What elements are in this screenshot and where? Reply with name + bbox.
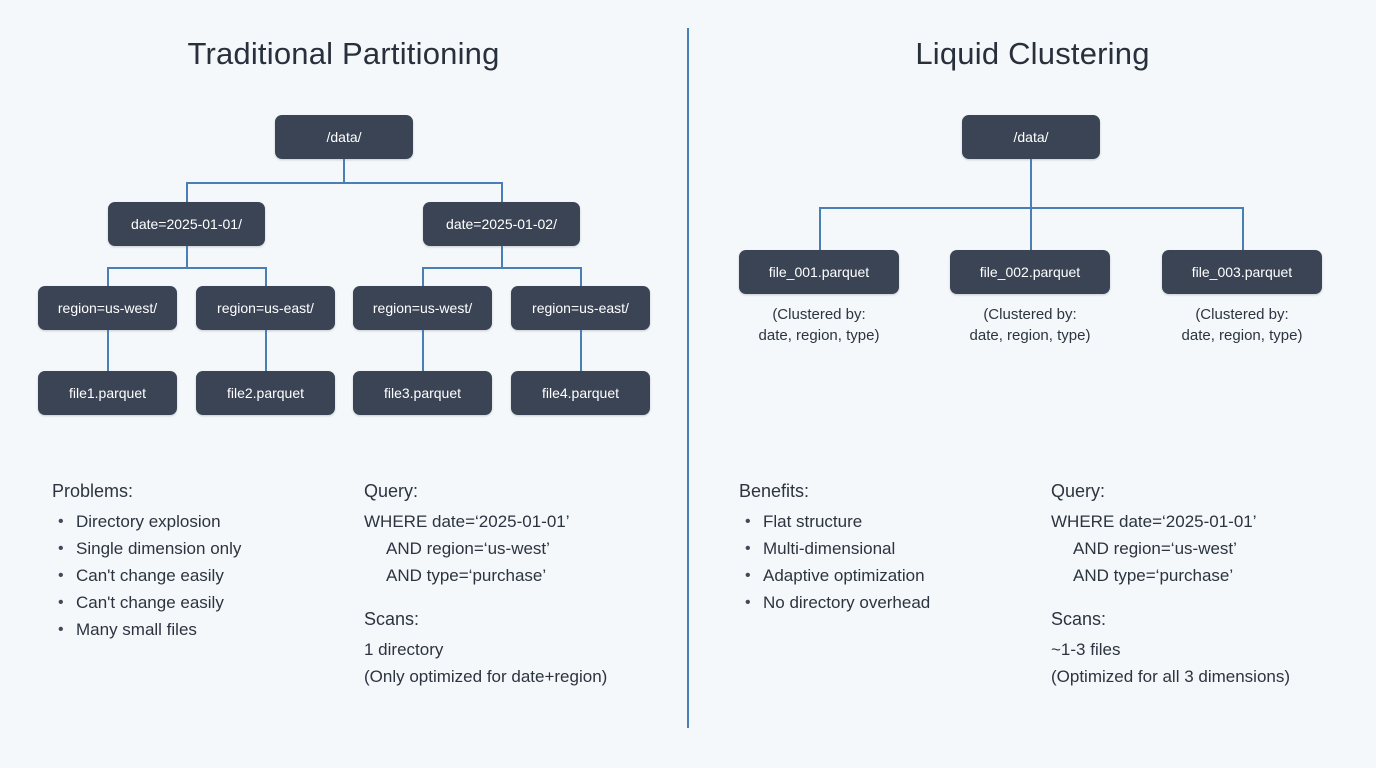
list-item: • Can't change easily (76, 589, 342, 616)
page-title-right: Liquid Clustering (915, 36, 1150, 71)
connector-to-date2 (501, 182, 503, 202)
query-line: AND type=‘purchase’ (386, 566, 547, 585)
tree-node-region-1: region=us-west/ (38, 286, 177, 330)
tree-node-date-1: date=2025-01-01/ (108, 202, 265, 246)
cluster-caption-3 (1142, 304, 1342, 346)
benefits-block (739, 478, 1039, 616)
query-line: WHERE date=‘2025-01-01’ (364, 512, 570, 531)
connector-to-region1 (107, 267, 109, 286)
cluster-caption-2 (930, 304, 1130, 346)
caption-line-1: (Clustered by: (1195, 306, 1289, 323)
list-item: • Flat structure (763, 508, 1039, 535)
scans-heading-left: Scans: (364, 609, 420, 629)
list-item: • Many small files (76, 616, 342, 643)
page-title-left: Traditional Partitioning (187, 36, 500, 71)
caption-line-1: (Clustered by: (772, 306, 866, 323)
connector-date2-down (501, 246, 503, 267)
query-heading-right: Query: (1051, 481, 1106, 501)
connector-date1-bus (107, 267, 266, 269)
query-block-right (1051, 478, 1371, 690)
liquid-clustering-panel (689, 0, 1376, 768)
connector-to-region4 (580, 267, 582, 286)
list-item: • Single dimension only (76, 535, 342, 562)
tree-node-region-3: region=us-west/ (353, 286, 492, 330)
query-line: AND type=‘purchase’ (1073, 566, 1234, 585)
connector-root-down-right (1030, 159, 1032, 207)
tree-node-date-2: date=2025-01-02/ (423, 202, 580, 246)
tree-node-root-right: /data/ (962, 115, 1100, 159)
list-item: • Can't change easily (76, 562, 342, 589)
caption-line-2: date, region, type) (969, 327, 1091, 344)
problems-heading: Problems: (52, 481, 134, 501)
connector-to-file-2 (1030, 207, 1032, 250)
benefits-list (739, 508, 1039, 616)
query-line: WHERE date=‘2025-01-01’ (1051, 512, 1257, 531)
list-item: • Multi-dimensional (763, 535, 1039, 562)
query-line: AND region=‘us-west’ (386, 539, 550, 558)
scans-heading-right: Scans: (1051, 609, 1107, 629)
problems-block (52, 478, 342, 643)
connector-to-file-1 (819, 207, 821, 250)
tree-node-root-left: /data/ (275, 115, 413, 159)
tree-node-region-4: region=us-east/ (511, 286, 650, 330)
scans-note-left: (Only optimized for date+region) (364, 667, 608, 686)
tree-node-file-1: file1.parquet (38, 371, 177, 415)
tree-node-parquet-3: file_003.parquet (1162, 250, 1322, 294)
list-item: • Adaptive optimization (763, 562, 1039, 589)
connector-region3-file (422, 330, 424, 371)
connector-to-file-3 (1242, 207, 1244, 250)
connector-region2-file (265, 330, 267, 371)
connector-to-region3 (422, 267, 424, 286)
caption-line-2: date, region, type) (1181, 327, 1303, 344)
scans-value-left: 1 directory (364, 640, 444, 659)
connector-root-down-left (343, 159, 345, 182)
tree-node-parquet-1: file_001.parquet (739, 250, 899, 294)
tree-node-file-4: file4.parquet (511, 371, 650, 415)
list-item: • Directory explosion (76, 508, 342, 535)
connector-to-date1 (186, 182, 188, 202)
connector-date2-bus (422, 267, 581, 269)
scans-note-right: (Optimized for all 3 dimensions) (1051, 667, 1291, 686)
tree-node-file-2: file2.parquet (196, 371, 335, 415)
query-heading-left: Query: (364, 481, 419, 501)
list-item: • No directory overhead (763, 589, 1039, 616)
caption-line-1: (Clustered by: (983, 306, 1077, 323)
cluster-caption-1 (719, 304, 919, 346)
tree-node-file-3: file3.parquet (353, 371, 492, 415)
problems-list (52, 508, 342, 643)
connector-root-bus-left (186, 182, 502, 184)
connector-date1-down (186, 246, 188, 267)
traditional-partitioning-panel (0, 0, 687, 768)
connector-region1-file (107, 330, 109, 371)
tree-node-region-2: region=us-east/ (196, 286, 335, 330)
query-block-left (364, 478, 674, 690)
connector-region4-file (580, 330, 582, 371)
query-line: AND region=‘us-west’ (1073, 539, 1237, 558)
tree-node-parquet-2: file_002.parquet (950, 250, 1110, 294)
caption-line-2: date, region, type) (758, 327, 880, 344)
connector-to-region2 (265, 267, 267, 286)
benefits-heading: Benefits: (739, 481, 810, 501)
scans-value-right: ~1-3 files (1051, 640, 1121, 659)
